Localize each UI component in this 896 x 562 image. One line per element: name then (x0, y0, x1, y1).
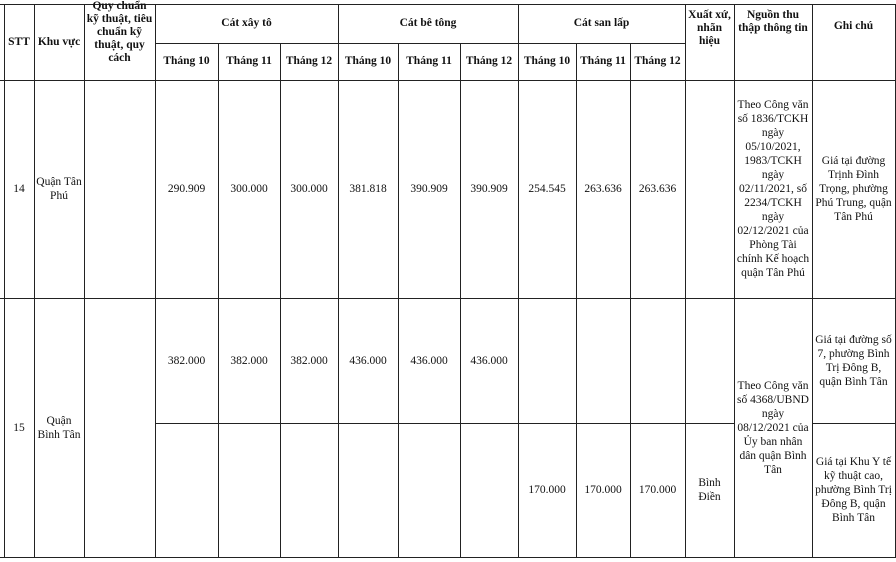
header-month-san-lap-12: Tháng 12 (634, 55, 681, 67)
row14-xay-to-10: 290.909 (167, 183, 206, 195)
row14-san-lap-10: 254.545 (528, 183, 566, 195)
row15b-ghi-chu: Giá tại Khu Y tế kỹ thuật cao, phường Bình Trị Đông B, quận Bình Tân (815, 456, 892, 524)
header-month-san-lap-10: Tháng 10 (523, 55, 571, 67)
header-month-be-tong-10: Tháng 10 (344, 55, 392, 67)
header-month-be-tong-12: Tháng 12 (465, 55, 513, 67)
row14-stt: 14 (13, 183, 25, 195)
row15a-xay-to-11: 382.000 (230, 354, 268, 367)
row14-nguon: Theo Công văn số 1836/TCKH ngày 05/10/2021, 1983/TCKH ngày 02/11/2021, số 2234/TCKH ngày 02/12/2021 của Phòng Tài chính Kế hoạch quận Tân Phú (736, 99, 810, 279)
row15b-xuat-xu: Bình Điền (698, 477, 721, 503)
col-line-2 (84, 4, 85, 557)
row14-be-tong-11: 390.909 (410, 183, 448, 195)
rule-bottom (0, 557, 896, 558)
row14-ghi-chu: Giá tại đường Trịnh Đình Trọng, phường Phú Trung, quận Tân Phú (815, 155, 892, 223)
row14-san-lap-11: 263.636 (584, 183, 622, 195)
row15a-ghi-chu: Giá tại đường số 7, phường Bình Trị Đông B, quận Bình Tân (815, 333, 892, 388)
row14-xay-to-11: 300.000 (230, 183, 268, 195)
row15-stt: 15 (13, 421, 25, 434)
header-month-xay-to-11: Tháng 11 (226, 55, 272, 67)
row15a-be-tong-11: 436.000 (410, 354, 448, 367)
row15a-xay-to-10: 382.000 (167, 354, 206, 367)
row14-be-tong-12: 390.909 (470, 183, 508, 195)
row14-san-lap-12: 263.636 (638, 183, 677, 195)
header-khu-vuc: Khu vực (37, 35, 81, 48)
row15b-san-lap-10: 170.000 (528, 484, 566, 496)
header-stt: STT (8, 35, 30, 48)
header-ghi-chu: Ghi chú (833, 20, 874, 32)
row15a-be-tong-10: 436.000 (349, 354, 387, 367)
header-month-xay-to-10: Tháng 10 (163, 55, 210, 67)
header-month-san-lap-11: Tháng 11 (580, 55, 626, 67)
row15a-xay-to-12: 382.000 (290, 354, 328, 367)
row15a-be-tong-12: 436.000 (470, 354, 508, 367)
header-quy-chuan: Quy chuẩn kỹ thuật, tiêu chuẩn kỹ thuật, quy cách (86, 0, 153, 64)
header-xuat-xu: Xuất xứ, nhãn hiệu (688, 9, 731, 47)
row15b-san-lap-12: 170.000 (638, 484, 677, 496)
header-cat-be-tong: Cát bê tông (399, 17, 457, 29)
header-cat-san-lap: Cát san lấp (573, 17, 630, 29)
row15-nguon: Theo Công văn số 4368/UBND ngày 08/12/2021 của Ủy ban nhân dân quận Bình Tân (737, 379, 809, 476)
row14-xay-to-12: 300.000 (290, 183, 328, 195)
row15b-san-lap-11: 170.000 (584, 484, 622, 496)
header-nguon: Nguồn thu thập thông tin (738, 9, 808, 34)
header-month-be-tong-11: Tháng 11 (406, 55, 452, 67)
row15-khu-vuc: Quận Bình Tân (37, 414, 81, 441)
row14-be-tong-10: 381.818 (349, 183, 387, 195)
header-cat-xay-to: Cát xây tô (221, 17, 272, 29)
row14-khu-vuc: Quận Tân Phú (36, 176, 82, 202)
header-month-xay-to-12: Tháng 12 (285, 55, 333, 67)
